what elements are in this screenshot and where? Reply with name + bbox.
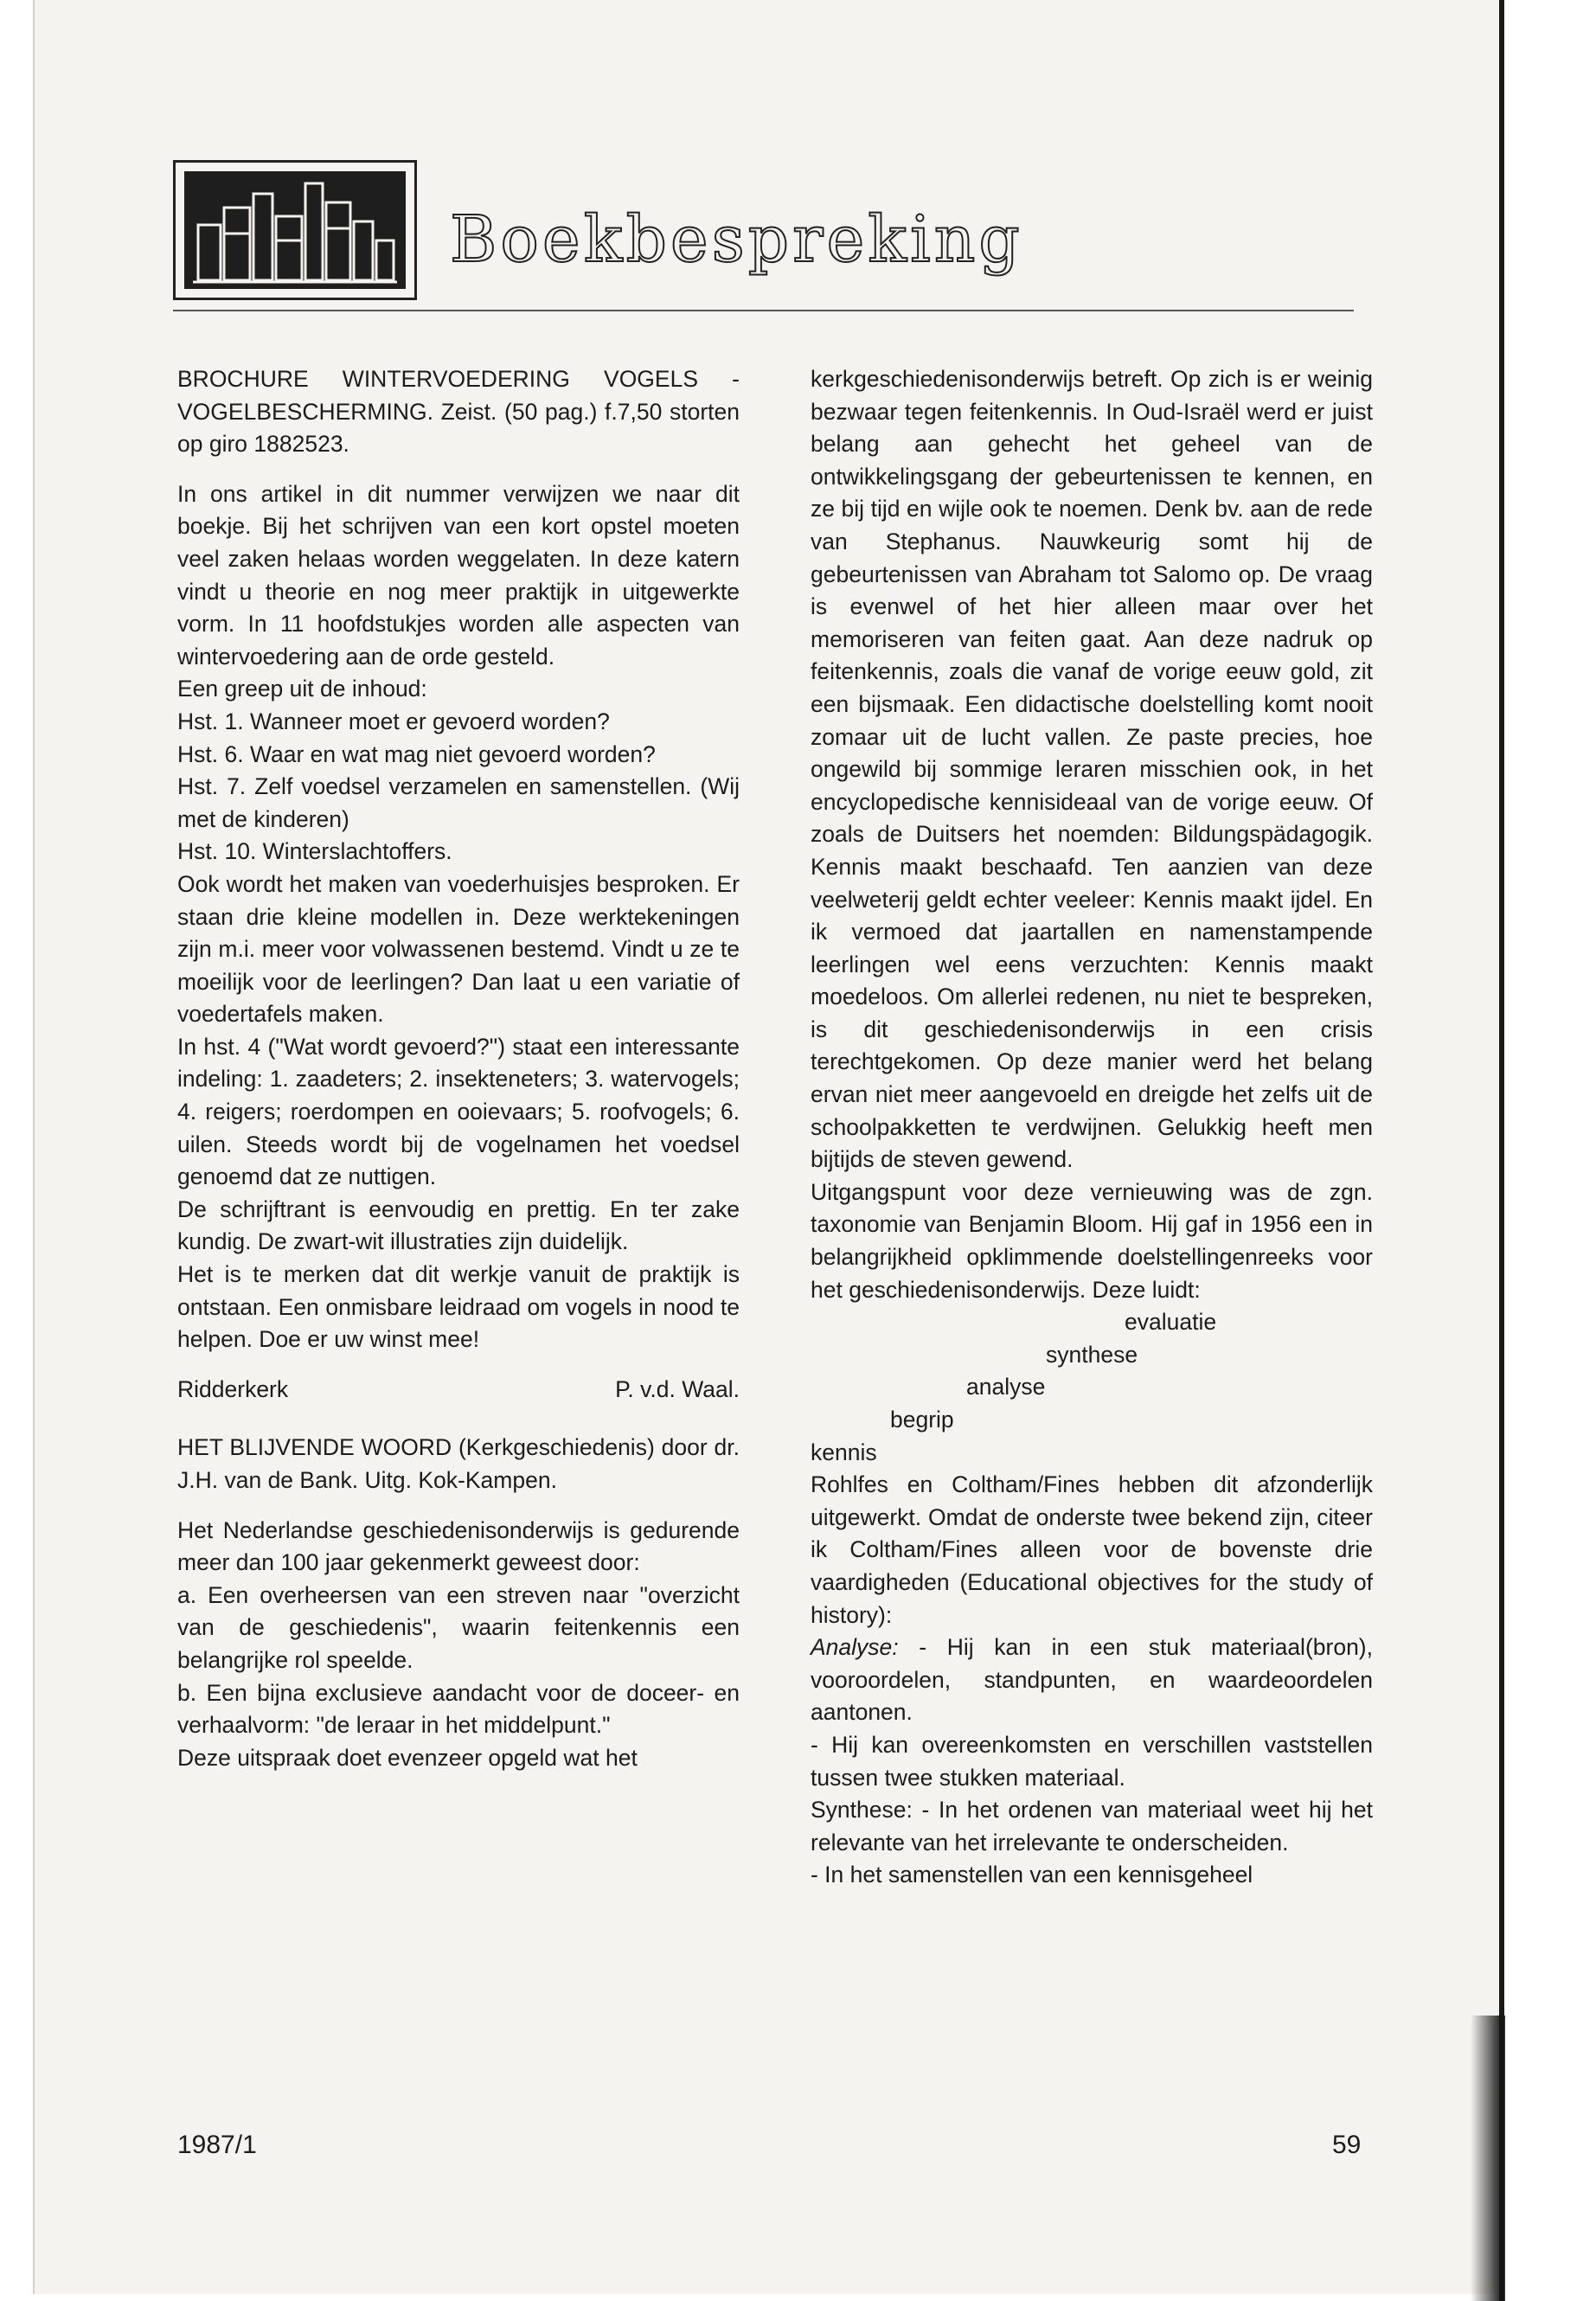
review-1-signature — [177, 1374, 740, 1407]
review-1-paragraph: In ons artikel in dit nummer verwijzen we naar dit boekje. Bij het schrijven van een kort opstel moeten veel zaken helaas worden weggelaten. In deze katern vindt u theorie en nog meer praktijk in uitgewerkte vorm. In 11 hoofdstukjes worden alle aspecten van wintervoedering aan de orde gesteld. — [177, 480, 740, 670]
bookshelf-drawing — [184, 171, 406, 289]
taxonomy-level: kennis — [811, 1439, 877, 1465]
review-1-contents-item: Hst. 1. Wanneer moet er gevoerd worden? — [177, 708, 610, 734]
review-1-paragraph: Het is te merken dat dit werkje vanuit de praktijk is ontstaan. Een onmisbare leidraad om vogels in nood te helpen. Doe er uw winst mee! — [177, 1261, 740, 1353]
review-1-contents-item: Hst. 6. Waar en wat mag niet gevoerd worden? — [177, 740, 656, 767]
review-2-paragraph: Het Nederlandse geschiedenisonderwijs is gedurende meer dan 100 jaar gekenmerkt geweest door: — [177, 1516, 740, 1576]
review-2-paragraph: Synthese: - In het ordenen van materiaal weet hij het relevante van het irrelevante te onderscheiden. — [811, 1797, 1373, 1856]
analyse-label: Analyse: — [811, 1634, 899, 1661]
right-column — [811, 363, 1373, 1892]
left-column — [177, 363, 740, 1774]
review-2-continued: kerkgeschiedenisonderwijs betreft. Op zich is er weinig bezwaar tegen feitenkennis. In Oud-Israël werd er juist belang aan gehecht het geheel van de ontwikkelingsgang der gebeurtenissen te kennen, en ze bij tijd en wijle ook te noemen. Denk bv. aan de rede van Stephanus. Nauwkeurig somt hij de gebeurtenissen van Abraham tot Salomo op. De vraag is evenwel of het hier alleen maar over het memoriseren van feiten gaat. Aan deze nadruk op feitenkennis, zoals die vanaf de vorige eeuw gold, zit een bijsmaak. Een didactische doelstelling komt nooit zomaar uit de lucht vallen. Ze paste precies, hoe ongewild bij sommige leraren misschien ook, in het encyclopedische kennisideaal van de vorige eeuw. Of zoals de Duitsers het noemden: Bildungspädagogik. Kennis maakt beschaafd. Ten aanzien van deze veelweterij geldt echter veeleer: Kennis maakt ijdel. En ik vermoed dat jaartallen en namenstampende leerlingen wel eens verzuchten: Kennis maakt moedeloos. Om allerlei redenen, nu niet te bespreken, is dit geschiedenisonderwijs in een crisis terechtgekomen. Op deze manier werd het belang ervan niet meer aangevoeld en dreigde het zelfs uit de schoolpakketten te verdwijnen. Gelukkig heeft men bijtijds de steven gewend. — [811, 366, 1373, 1173]
review-1-paragraph: Ook wordt het maken van voederhuisjes besproken. Er staan drie kleine modellen in. Deze werktekeningen zijn m.i. meer voor volwassenen bestemd. Vindt u ze te moeilijk voor de leerlingen? Dan laat u een variatie of voedertafels maken. — [177, 870, 740, 1028]
analyse-text: - Hij kan in een stuk materiaal(bron), vooroordelen, standpunten, en waardeoordelen aantonen. — [811, 1634, 1373, 1726]
taxonomy-level: analyse — [966, 1374, 1046, 1400]
review-1-paragraph: In hst. 4 ("Wat wordt gevoerd?") staat een interessante indeling: 1. zaadeters; 2. insekteneters; 3. watervogels; 4. reigers; roerdompen en ooievaars; 5. roofvogels; 6. uilen. Steeds wordt bij de vogelnamen het voedsel genoemd dat ze nuttigen. — [177, 1033, 740, 1190]
review-2-paragraph: - In het samenstellen van een kennisgeheel — [811, 1862, 1253, 1888]
signature-author: P. v.d. Waal. — [615, 1375, 740, 1402]
review-2-paragraph: Uitgangspunt voor deze vernieuwing was de zgn. taxonomie van Benjamin Bloom. Hij gaf in 1956 een in belangrijkheid opklimmende doelstellingenreeks voor het geschiedenisonderwijs. Deze luidt: — [811, 1178, 1373, 1303]
section-title: Boekbespreking — [450, 202, 1023, 277]
bookshelf-icon — [184, 171, 406, 289]
header-divider — [173, 310, 1354, 311]
review-2-paragraph: Rohlfes en Coltham/Fines hebben dit afzonderlijk uitgewerkt. Omdat de onderste twee bekend zijn, citeer ik Coltham/Fines alleen voor de bovenste drie vaardigheden (Educational objectives for the study of history): — [811, 1471, 1373, 1628]
taxonomy-level: evaluatie — [1125, 1309, 1217, 1336]
review-1-contents-item: Hst. 7. Zelf voedsel verzamelen en samenstellen. (Wij met de kinderen) — [177, 773, 740, 832]
issue-number: 1987/1 — [177, 2131, 257, 2159]
review-2-paragraph — [811, 1631, 1373, 1729]
review-2-heading: HET BLIJVENDE WOORD (Kerkgeschiedenis) door dr. J.H. van de Bank. Uitg. Kok-Kampen. — [177, 1434, 740, 1493]
bookshelf-logo — [173, 160, 417, 300]
review-2-paragraph: - Hij kan overeenkomsten en verschillen vaststellen tussen twee stukken materiaal. — [811, 1731, 1373, 1791]
review-2-paragraph: a. Een overheersen van een streven naar "overzicht van de geschiedenis", waarin feitenkennis een belangrijke rol speelde. — [177, 1581, 740, 1673]
signature-place: Ridderkerk — [177, 1375, 289, 1402]
review-2-paragraph: Deze uitspraak doet evenzeer opgeld wat het — [177, 1744, 638, 1771]
taxonomy-level: synthese — [1046, 1341, 1138, 1368]
review-1-paragraph: De schrijftrant is eenvoudig en prettig. En ter zake kundig. De zwart-wit illustraties zijn duidelijk. — [177, 1195, 740, 1255]
taxonomy-level: begrip — [890, 1407, 954, 1433]
review-1-heading: BROCHURE WINTERVOEDERING VOGELS - VOGELBESCHERMING. Zeist. (50 pag.) f.7,50 storten op giro 1882523. — [177, 366, 740, 458]
scan-edge — [1499, 0, 1504, 2301]
page-corner-shadow — [1471, 2016, 1505, 2301]
review-2-paragraph: b. Een bijna exclusieve aandacht voor de doceer- en verhaalvorm: "de leraar in het middelpunt." — [177, 1679, 740, 1739]
page-number: 59 — [1332, 2131, 1362, 2159]
review-1-contents-item: Hst. 10. Winterslachtoffers. — [177, 838, 452, 865]
review-1-contents-intro: Een greep uit de inhoud: — [177, 676, 427, 702]
